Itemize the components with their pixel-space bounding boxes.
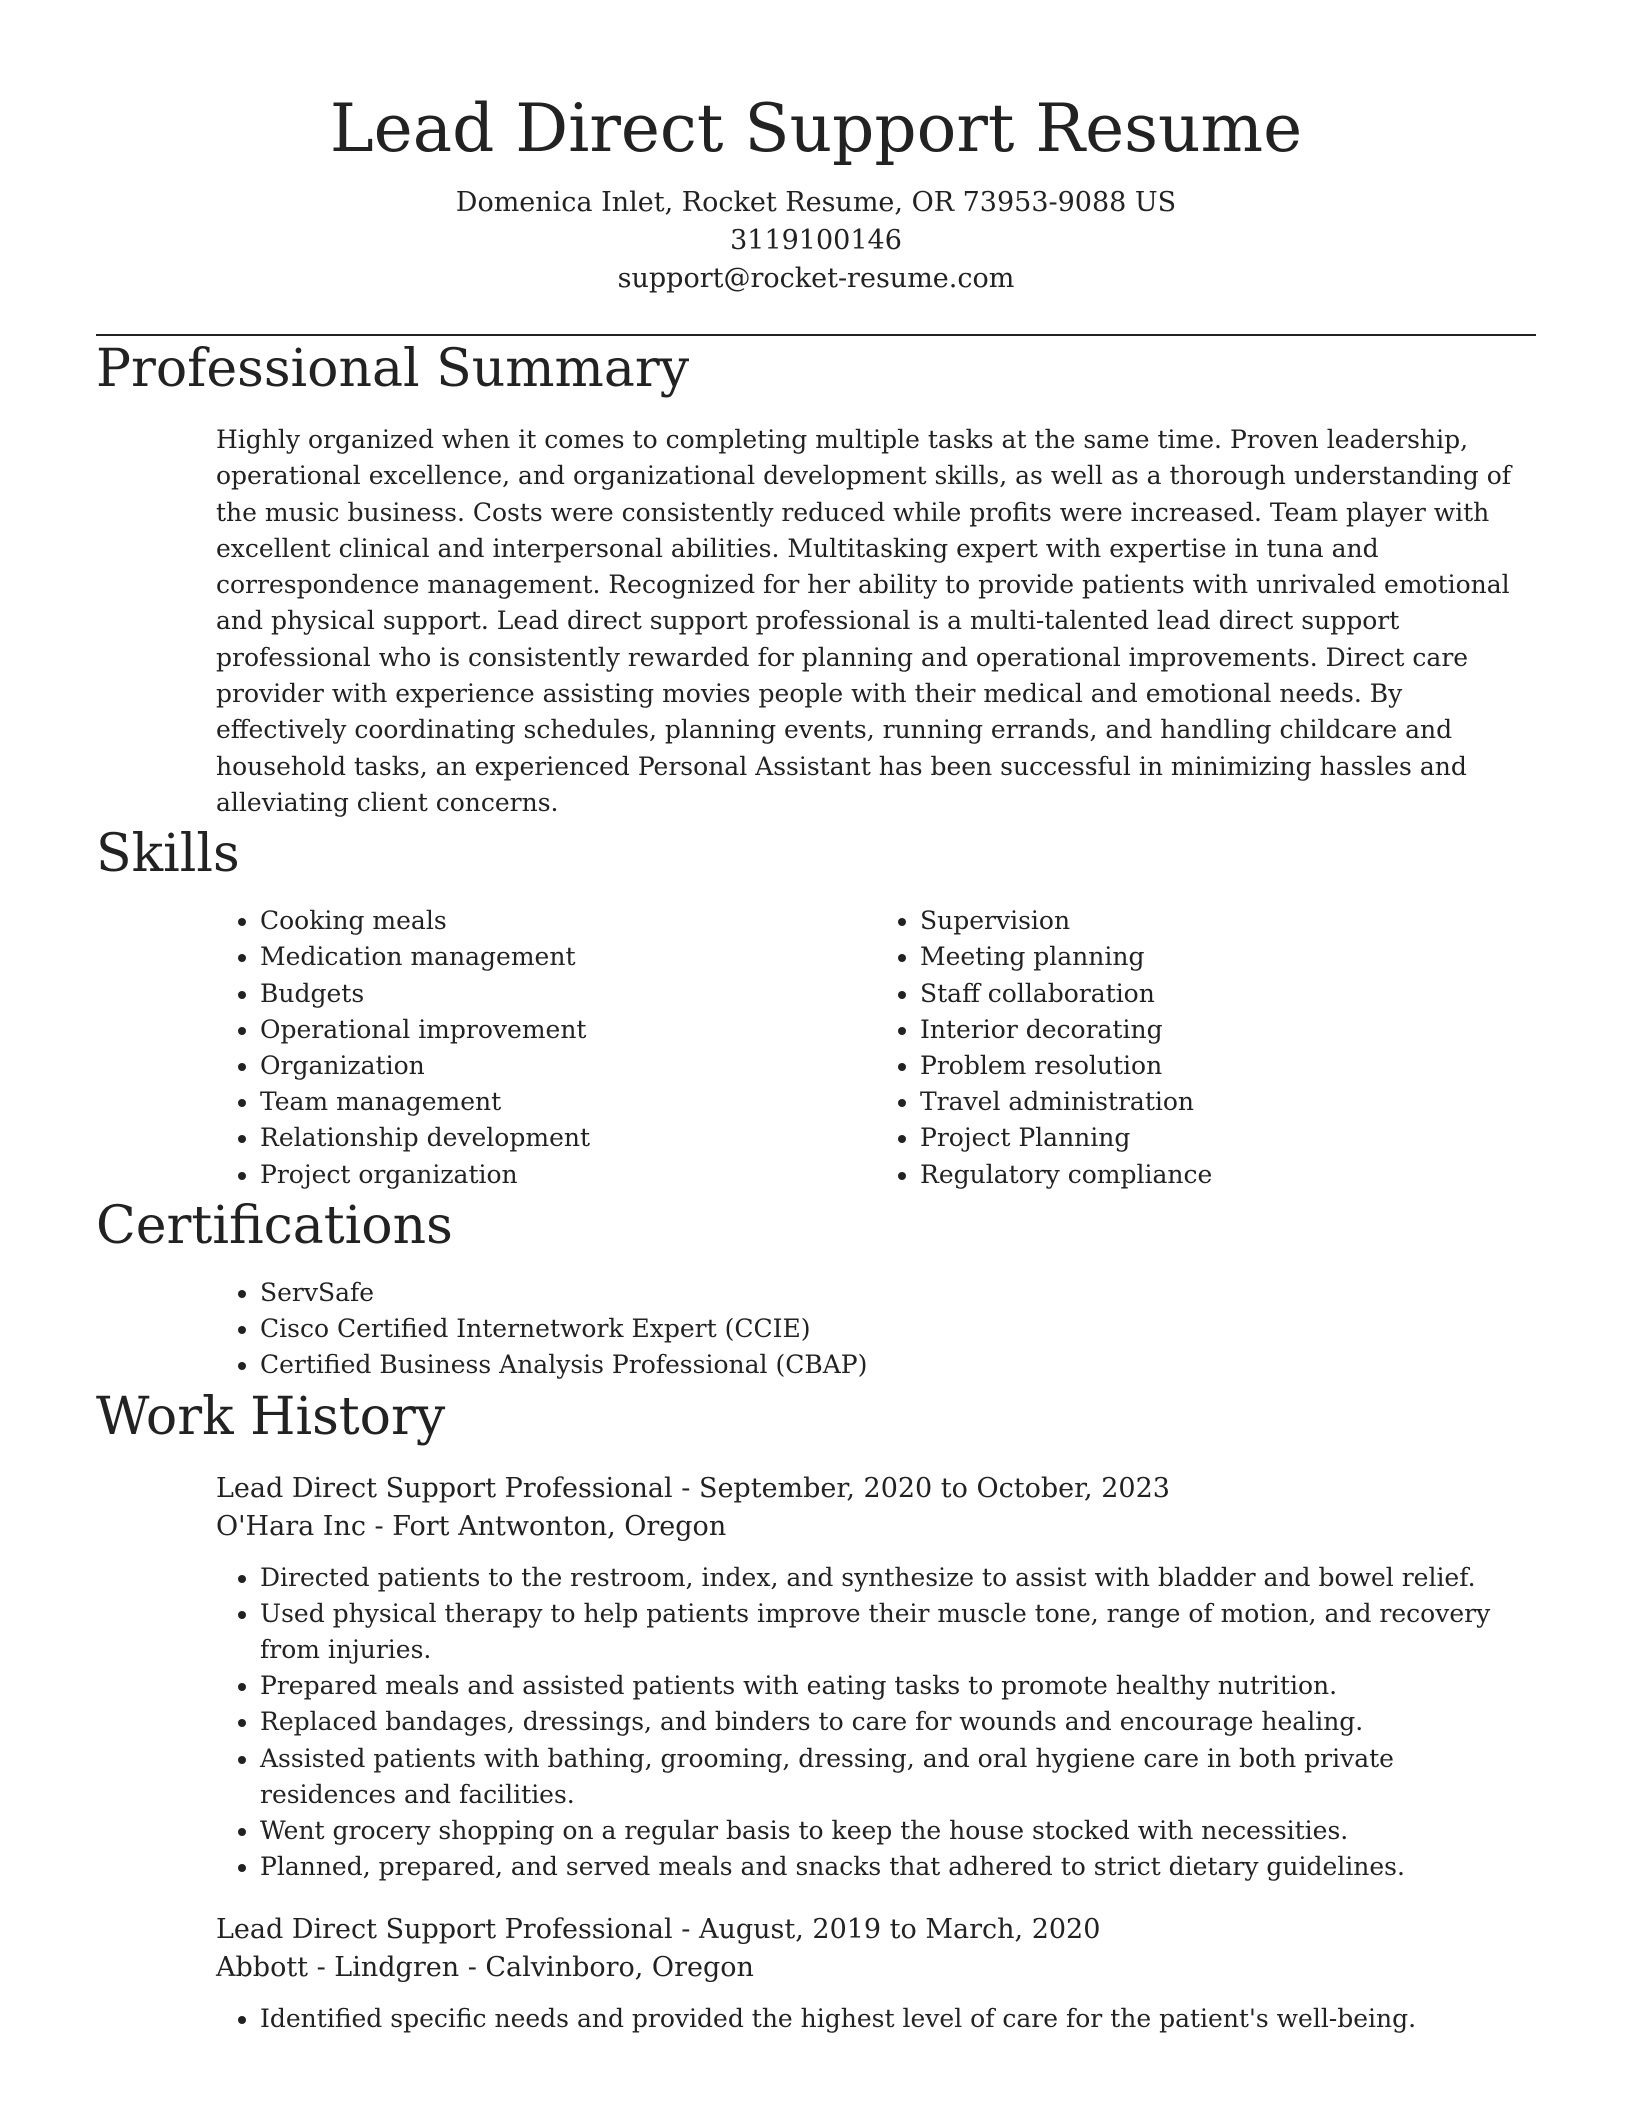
job-bullet: • Used physical therapy to help patients improve their muscle tone, range of motion, and recovery from injuries. [260,1596,1536,1668]
job-entry [216,1470,1536,1886]
skill-item: • Supervision [920,903,1536,939]
skill-item: • Cooking meals [260,903,876,939]
skills-column-left [216,903,876,1193]
contact-address: Domenica Inlet, Rocket Resume, OR 73953-9088 US [455,187,1177,218]
contact-phone: 3119100146 [730,225,902,256]
skill-item: • Operational improvement [260,1012,876,1048]
skill-item: • Organization [260,1048,876,1084]
job-bullet: • Went grocery shopping on a regular basis to keep the house stocked with necessities. [260,1813,1536,1849]
skill-item: • Project organization [260,1157,876,1193]
skill-item: • Regulatory compliance [920,1157,1536,1193]
job-bullet: • Assisted patients with bathing, grooming, dressing, and oral hygiene care in both private residences and facilities. [260,1741,1536,1813]
skill-item: • Staff collaboration [920,976,1536,1012]
job-bullets [216,1560,1536,1886]
job-bullet: • Replaced bandages, dressings, and binders to care for wounds and encourage healing. [260,1704,1536,1740]
skills-heading: Skills [96,824,240,885]
job-bullet: • Directed patients to the restroom, index, and synthesize to assist with bladder and bowel relief. [260,1560,1536,1596]
certification-item: • Cisco Certified Internetwork Expert (CCIE) [260,1311,1536,1347]
skill-item: • Relationship development [260,1120,876,1156]
certification-item: • ServSafe [260,1275,1536,1311]
certifications-heading: Certifications [96,1195,453,1256]
skill-item: • Problem resolution [920,1048,1536,1084]
job-bullet: • Prepared meals and assisted patients with eating tasks to promote healthy nutrition. [260,1668,1536,1704]
job-company-line: Abbott - Lindgren - Calvinboro, Oregon [216,1952,754,1984]
job-title-line: Lead Direct Support Professional - September, 2020 to October, 2023 [216,1472,1170,1504]
certifications-list [216,1275,1536,1384]
resume-title: Lead Direct Support Resume [329,90,1303,167]
skill-item: • Travel administration [920,1084,1536,1120]
skill-item: • Medication management [260,939,876,975]
job-company-line: O'Hara Inc - Fort Antwonton, Oregon [216,1510,727,1542]
skill-item: • Interior decorating [920,1012,1536,1048]
contact-block [96,184,1536,298]
contact-email: support@rocket-resume.com [617,263,1015,294]
job-entry [216,1911,1536,2037]
skills-column-right [876,903,1536,1193]
skill-item: • Meeting planning [920,939,1536,975]
resume-page [96,0,1536,2038]
skills-grid [216,903,1536,1193]
work-history-heading: Work History [96,1386,446,1447]
job-bullet: • Planned, prepared, and served meals and snacks that adhered to strict dietary guidelines. [260,1849,1536,1885]
summary-heading: Professional Summary [96,339,690,399]
skill-item: • Budgets [260,976,876,1012]
skill-item: • Project Planning [920,1120,1536,1156]
job-title-line: Lead Direct Support Professional - August, 2019 to March, 2020 [216,1914,1101,1946]
job-bullets [216,2001,1536,2037]
job-bullet: • Identified specific needs and provided the highest level of care for the patient's well-being. [260,2001,1536,2037]
skill-item: • Team management [260,1084,876,1120]
certification-item: • Certified Business Analysis Professional (CBAP) [260,1347,1536,1383]
summary-text: Highly organized when it comes to completing multiple tasks at the same time. Proven leadership, operational excellence, and organizational development skills, as well as a thorough understanding of the music business. Costs were consistently reduced while profits were increased. Team player with excellent clinical and interpersonal abilities. Multitasking expert with expertise in tuna and correspondence management. Recognized for her ability to provide patients with unrivaled emotional and physical support. Lead direct support professional is a multi-talented lead direct support professional who is consistently rewarded for planning and operational improvements. Direct care provider with experience assisting movies people with their medical and emotional needs. By effectively coordinating schedules, planning events, running errands, and handling childcare and household tasks, an experienced Personal Assistant has been successful in minimizing hassles and alleviating client concerns. [216,425,1512,817]
